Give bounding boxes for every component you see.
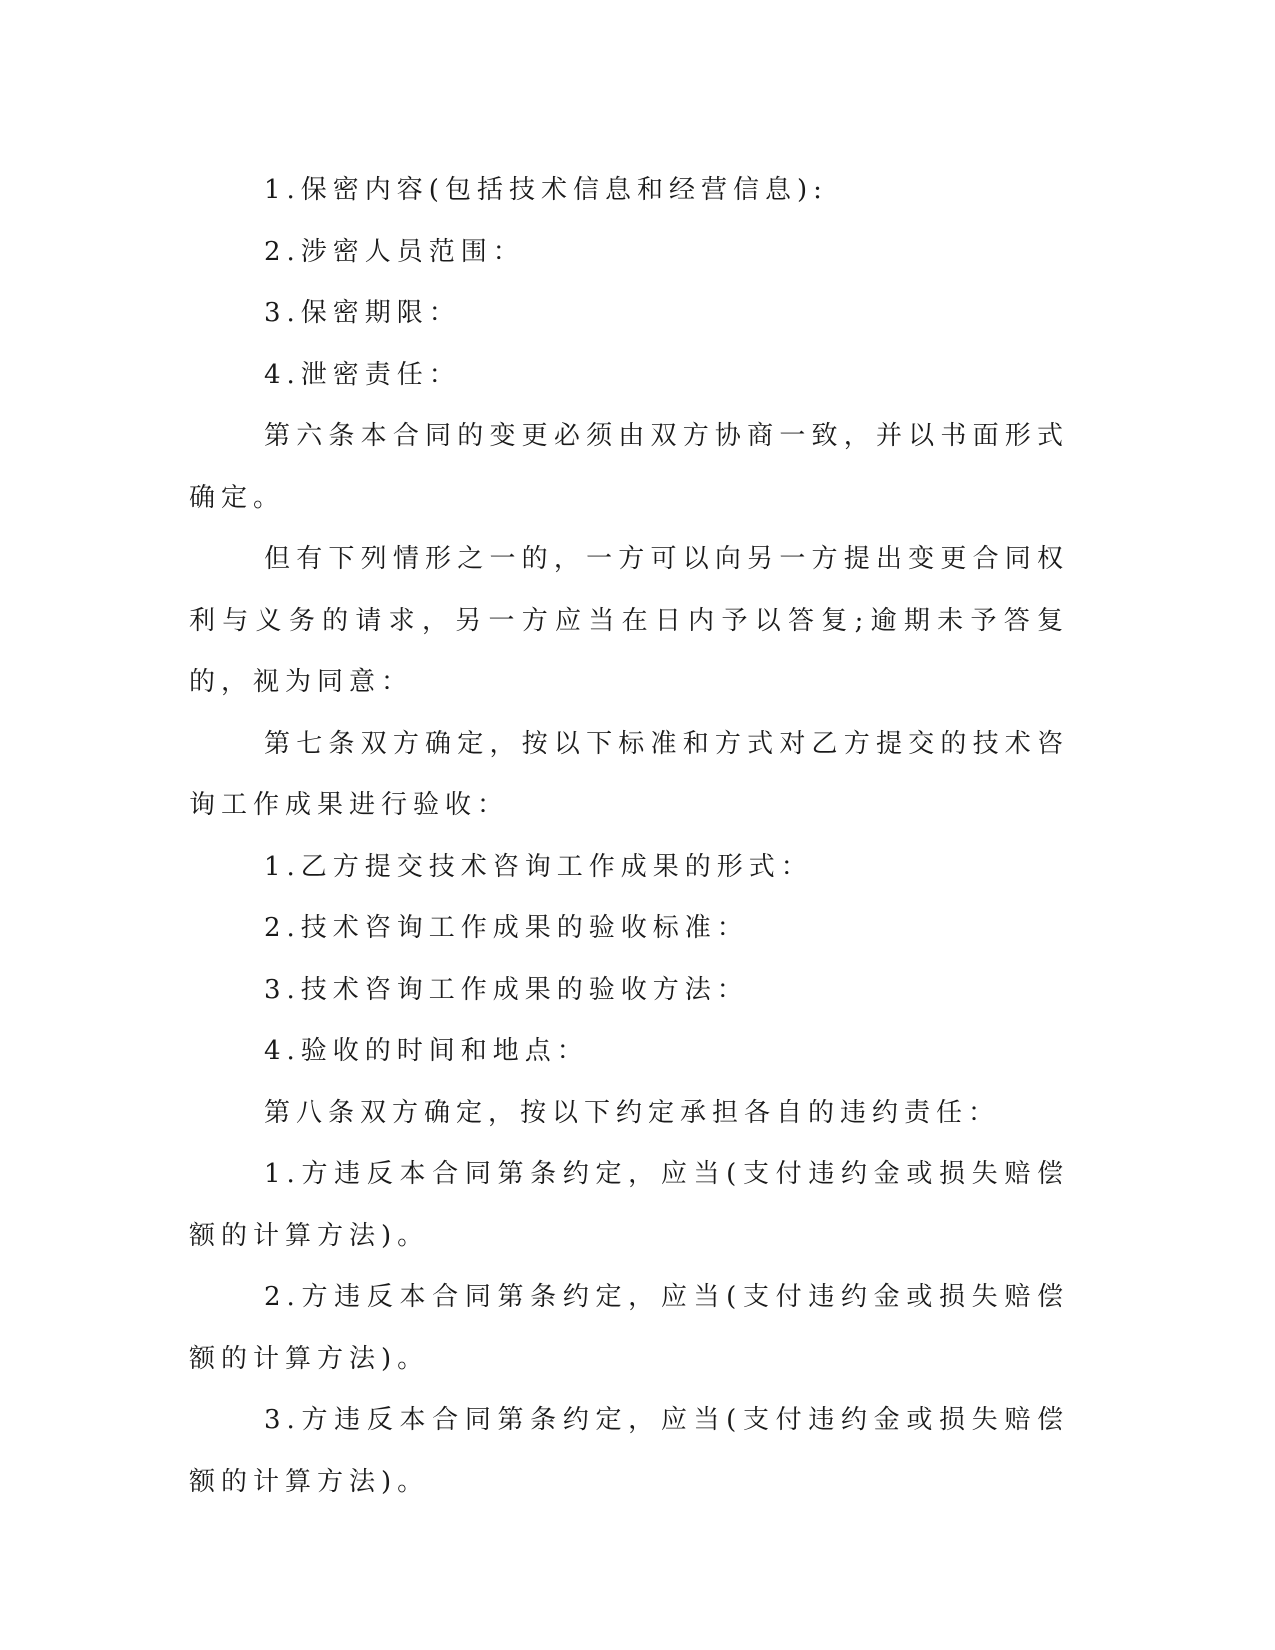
paragraph-acceptance-method: 3.技术咨询工作成果的验收方法： bbox=[264, 974, 749, 1005]
paragraph-breach-1: 1.方违反本合同第条约定，应当(支付违约金或损失赔偿额的计算方法)。 bbox=[189, 1159, 1069, 1251]
paragraph-confidential-content: 1.保密内容(包括技术信息和经营信息): bbox=[264, 175, 828, 205]
paragraph-article-7: 第七条双方确定，按以下标准和方式对乙方提交的技术咨询工作成果进行验收： bbox=[189, 728, 1069, 820]
paragraph-breach-3: 3.方违反本合同第条约定，应当(支付违约金或损失赔偿额的计算方法)。 bbox=[189, 1405, 1069, 1497]
paragraph-acceptance-time-place: 4.验收的时间和地点： bbox=[264, 1036, 589, 1066]
paragraph-result-form: 1.乙方提交技术咨询工作成果的形式： bbox=[264, 851, 813, 882]
paragraph-leak-liability: 4.泄密责任： bbox=[264, 359, 461, 390]
document-body bbox=[189, 160, 1069, 1513]
paragraph-confidential-personnel: 2.涉密人员范围： bbox=[264, 236, 525, 267]
paragraph-article-8: 第八条双方确定，按以下约定承担各自的违约责任： bbox=[264, 1097, 1001, 1128]
paragraph-breach-2: 2.方违反本合同第条约定，应当(支付违约金或损失赔偿额的计算方法)。 bbox=[189, 1282, 1069, 1374]
paragraph-article-6: 第六条本合同的变更必须由双方协商一致，并以书面形式确定。 bbox=[189, 421, 1069, 513]
paragraph-confidential-period: 3.保密期限： bbox=[264, 298, 461, 328]
paragraph-acceptance-standard: 2.技术咨询工作成果的验收标准： bbox=[264, 913, 749, 943]
paragraph-change-request: 但有下列情形之一的，一方可以向另一方提出变更合同权利与义务的请求，另一方应当在日内予以答复;逾期未予答复的，视为同意： bbox=[189, 544, 1069, 697]
